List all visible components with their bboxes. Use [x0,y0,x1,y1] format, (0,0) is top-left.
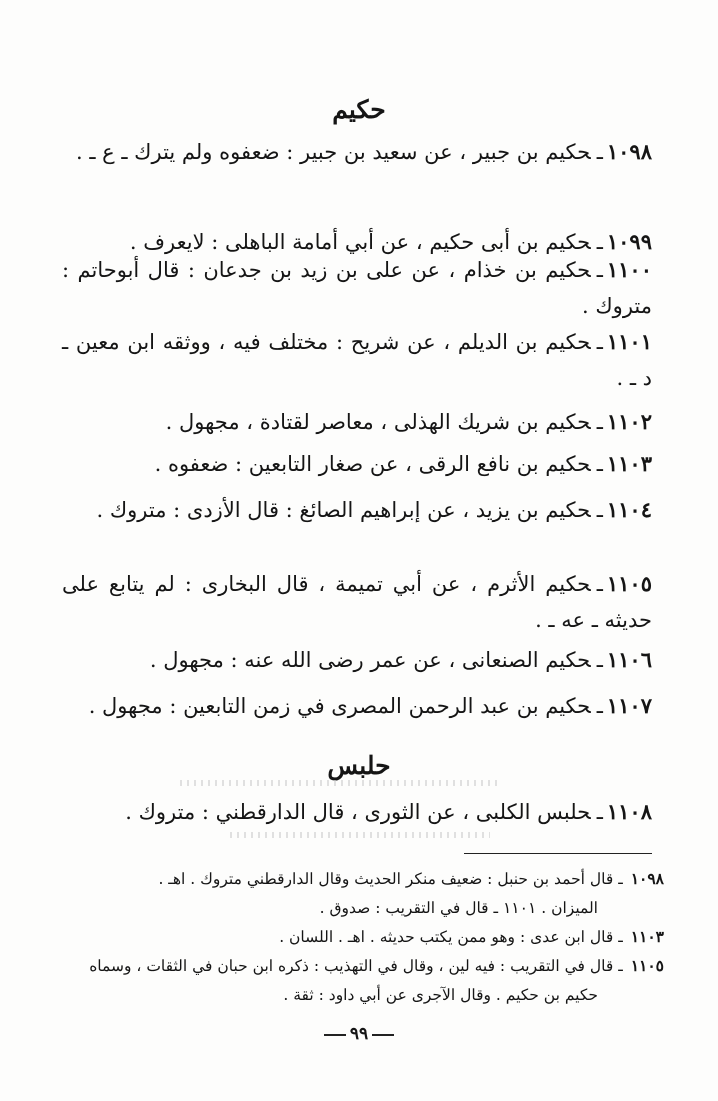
footnote-number: ١١٠٣ [630,927,664,946]
entry-text: حكيم بن عبد الرحمن المصرى في زمن التابعين : مجهول . [88,694,591,718]
entry-text: حكيم بن خذام ، عن على بن زيد بن جدعان : قال أبوحاتم : متروك . [62,258,652,318]
entry-number: ١١٠٧ [606,693,652,718]
entry-number: ١١٠٨ [606,799,652,824]
footnote-1105: ١١٠٥ ـ قال في التقريب : فيه لين ، وقال في التهذيب : ذكره ابن حبان في الثقات ، وسماه [89,956,664,975]
entry-number: ١١٠٥ [606,571,652,596]
footnote-rule [464,853,652,854]
entry-number: ١١٠٢ [606,409,652,434]
entry-1105: ١١٠٥ـحكيم الأثرم ، عن أبي تميمة ، قال البخارى : لم يتابع على حديثه ـ عه ـ . [62,571,652,632]
entry-number: ١٠٩٨ [606,139,652,164]
entry-1102: ١١٠٢ـحكيم بن شريك الهذلى ، معاصر لقتادة ، مجهول . [165,409,652,434]
entry-number: ١١٠٠ [606,257,652,282]
entry-1101: ١١٠١ـحكيم بن الديلم ، عن شريح : مختلف فيه ، ووثقه ابن معين ـ د ـ . [62,329,652,390]
page-number [0,1022,718,1046]
footnote-1103: ١١٠٣ ـ قال ابن عدى : وهو ممن يكتب حديثه . اهـ . اللسان . [279,927,664,946]
entry-1103: ١١٠٣ـحكيم بن نافع الرقى ، عن صغار التابعين : ضعفوه . [154,451,652,476]
entry-text: حلبس الكلبى ، عن الثورى ، قال الدارقطني : متروك . [125,800,591,824]
page-number-value: ٩٩ [349,1024,369,1044]
footnote-text: حكيم بن حكيم . وقال الآجرى عن أبي داود : ثقة . [283,986,598,1004]
footnote-1098-cont [58,895,598,921]
scan-noise [230,832,490,838]
entry-1104: ١١٠٤ـحكيم بن يزيد ، عن إبراهيم الصائغ : قال الأزدى : متروك . [96,497,652,522]
entry-text: حكيم بن نافع الرقى ، عن صغار التابعين : ضعفوه . [154,452,591,476]
footnote-text: الميزان . ١١٠١ ـ قال في التقريب : صدوق . [319,899,598,917]
footnote-number: ١٠٩٨ [630,869,664,888]
footnote-1098: ١٠٩٨ ـ قال أحمد بن حنبل : ضعيف منكر الحديث وقال الدارقطني متروك . اهـ . [158,869,664,888]
section-heading-halbas: حلبس [327,751,391,780]
entry-text: حكيم بن شريك الهذلى ، معاصر لقتادة ، مجهول . [165,410,591,434]
entry-text: حكيم الصنعانى ، عن عمر رضى الله عنه : مجهول . [149,648,591,672]
entry-text: حكيم بن أبى حكيم ، عن أبي أمامة الباهلى : لايعرف . [129,230,591,254]
entry-1100: ١١٠٠ـحكيم بن خذام ، عن على بن زيد بن جدعان : قال أبوحاتم : متروك . [62,257,652,318]
entry-text: حكيم الأثرم ، عن أبي تميمة ، قال البخارى : لم يتابع على حديثه ـ عه ـ . [62,572,652,632]
entry-1098: ١٠٩٨ـحكيم بن جبير ، عن سعيد بن جبير : ضعفوه ولم يترك ـ ع ـ . [75,139,652,164]
footnote-text: قال ابن عدى : وهو ممن يكتب حديثه . اهـ . اللسان . [279,928,614,946]
entry-number: ١١٠٤ [606,497,652,522]
entry-number: ١١٠١ [606,329,652,354]
entry-number: ١٠٩٩ [606,229,652,254]
entry-text: حكيم بن يزيد ، عن إبراهيم الصائغ : قال الأزدى : متروك . [96,498,591,522]
entry-text: حكيم بن جبير ، عن سعيد بن جبير : ضعفوه ولم يترك ـ ع ـ . [75,140,591,164]
entry-1107: ١١٠٧ـحكيم بن عبد الرحمن المصرى في زمن التابعين : مجهول . [88,693,652,718]
footnote-text: قال في التقريب : فيه لين ، وقال في التهذيب : ذكره ابن حبان في الثقات ، وسماه [89,957,614,975]
entry-number: ١١٠٣ [606,451,652,476]
entry-1106: ١١٠٦ـحكيم الصنعانى ، عن عمر رضى الله عنه : مجهول . [149,647,652,672]
footnote-number: ١١٠٥ [630,956,664,975]
entry-number: ١١٠٦ [606,647,652,672]
scan-noise [180,780,500,786]
footnote-text: قال أحمد بن حنبل : ضعيف منكر الحديث وقال الدارقطني متروك . اهـ . [158,870,614,888]
page-number-dash [372,1034,394,1036]
section-heading-hakim: حكيم [332,95,386,124]
entry-text: حكيم بن الديلم ، عن شريح : مختلف فيه ، ووثقه ابن معين ـ د ـ . [62,330,652,390]
footnote-1105-cont [58,982,598,1008]
page-number-dash [324,1034,346,1036]
entry-1099: ١٠٩٩ـحكيم بن أبى حكيم ، عن أبي أمامة الباهلى : لايعرف . [129,229,652,254]
entry-1108: ١١٠٨ـحلبس الكلبى ، عن الثورى ، قال الدارقطني : متروك . [125,799,652,824]
